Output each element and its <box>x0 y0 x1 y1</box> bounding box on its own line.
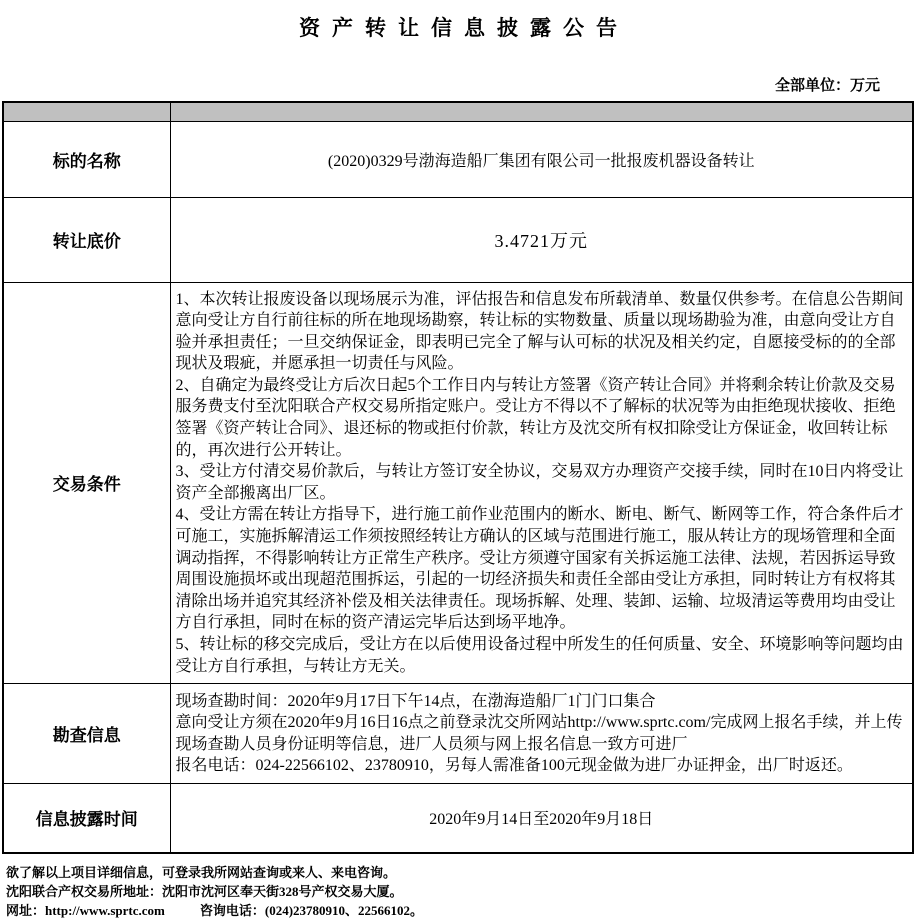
footer-phone: 咨询电话：(024)23780910、22566102。 <box>199 902 424 918</box>
table-header-row <box>3 102 913 121</box>
subject-name-label: 标的名称 <box>3 121 170 197</box>
disclosure-period-value: 2020年9月14日至2020年9月18日 <box>170 784 913 853</box>
base-price-value: 3.4721万元 <box>170 197 913 282</box>
survey-paragraph-3: 报名电话：024-22566102、23780910，另每人需准备100元现金做为进厂办证押金，出厂时返还。 <box>175 757 853 775</box>
disclosure-period-label: 信息披露时间 <box>3 784 170 853</box>
transaction-conditions-value <box>170 282 913 684</box>
condition-paragraph-5: 5、转让标的移交完成后，受让方在以后使用设备过程中所发生的任何质量、安全、环境影响等问题均由受让方自行承担，与转让方无关。 <box>175 636 904 675</box>
survey-info-value <box>170 684 913 784</box>
survey-info-label: 勘查信息 <box>3 684 170 784</box>
table-row-survey-info <box>3 684 913 784</box>
base-price-label: 转让底价 <box>3 197 170 282</box>
table-row-transaction-conditions <box>3 282 913 684</box>
header-cell-right <box>170 102 913 121</box>
survey-paragraph-1: 现场查勘时间：2020年9月17日下午14点，在渤海造船厂1门门口集合 <box>175 692 656 710</box>
condition-paragraph-4: 4、受让方需在转让方指导下，进行施工前作业范围内的断水、断电、断气、断网等工作，符合条件后才可施工，实施拆解清运工作须按照经转让方确认的区域与范围进行施工，服从转让方的现场管理和全面调动指挥，不得影响转让方正常生产秩序。受让方须遵守国家有关拆运施工法律、法规，若因拆运导致周围设施损坏或出现超范围拆运，引起的一切经济损失和责任全部由受让方承担，同时转让方有权将其清除出场并追究其经济补偿及相关法律责任。现场拆解、处理、装卸、运输、垃圾清运等费用均由受让方自行承担，同时在标的资产清运完毕后达到场平地净。 <box>175 506 904 632</box>
unit-note: 全部单位：万元 <box>774 78 880 94</box>
footer-info-line: 欲了解以上项目详细信息，可登录我所网站查询或来人、来电咨询。 <box>6 864 397 880</box>
footer-address-line: 沈阳联合产权交易所地址：沈阳市沈河区奉天街328号产权交易大厦。 <box>6 883 403 899</box>
footer-contact-line <box>6 901 916 920</box>
table-row-disclosure-period <box>3 784 913 853</box>
subject-name-value: (2020)0329号渤海造船厂集团有限公司一批报废机器设备转让 <box>170 121 913 197</box>
condition-paragraph-3: 3、受让方付清交易价款后，与转让方签订安全协议，交易双方办理资产交接手续，同时在10日内将受让资产全部搬离出厂区。 <box>175 463 904 502</box>
header-cell-left <box>3 102 170 121</box>
page-title: 资产转让信息披露公告 <box>299 16 629 40</box>
condition-paragraph-2: 2、自确定为最终受让方后次日起5个工作日内与转让方签署《资产转让合同》并将剩余转让价款及交易服务费支付至沈阳联合产权交易所指定账户。受让方不得以不了解标的状况等为由拒绝现状接收、拒绝签署《资产转让合同》、退还标的物或拒付价款，转让方及沈交所有权扣除受让方保证金，收回转让标的，再次进行公开转让。 <box>175 376 896 459</box>
survey-paragraph-2: 意向受让方须在2020年9月16日16点之前登录沈交所网站http://www.sprtc.com/完成网上报名手续，并上传现场查勘人员身份证明等信息，进厂人员须与网上报名信息一致方可进厂 <box>175 714 903 753</box>
table-row-subject-name <box>3 121 913 197</box>
footer-website: 网址：http://www.sprtc.com <box>6 902 165 918</box>
transaction-conditions-label: 交易条件 <box>3 282 170 684</box>
condition-paragraph-1: 1、本次转让报废设备以现场展示为准，评估报告和信息发布所载清单、数量仅供参考。在信息公告期间意向受让方自行前往标的所在地现场勘察，转让标的实物数量、质量以现场勘验为准，由意向受让方自验并承担责任；一旦交纳保证金，即表明已完全了解与认可标的状况及相关约定，自愿接受标的的全部现状及瑕疵，并愿承担一切责任与风险。 <box>175 290 904 373</box>
announcement-table <box>2 101 914 854</box>
table-row-base-price <box>3 197 913 282</box>
footer <box>6 863 916 920</box>
